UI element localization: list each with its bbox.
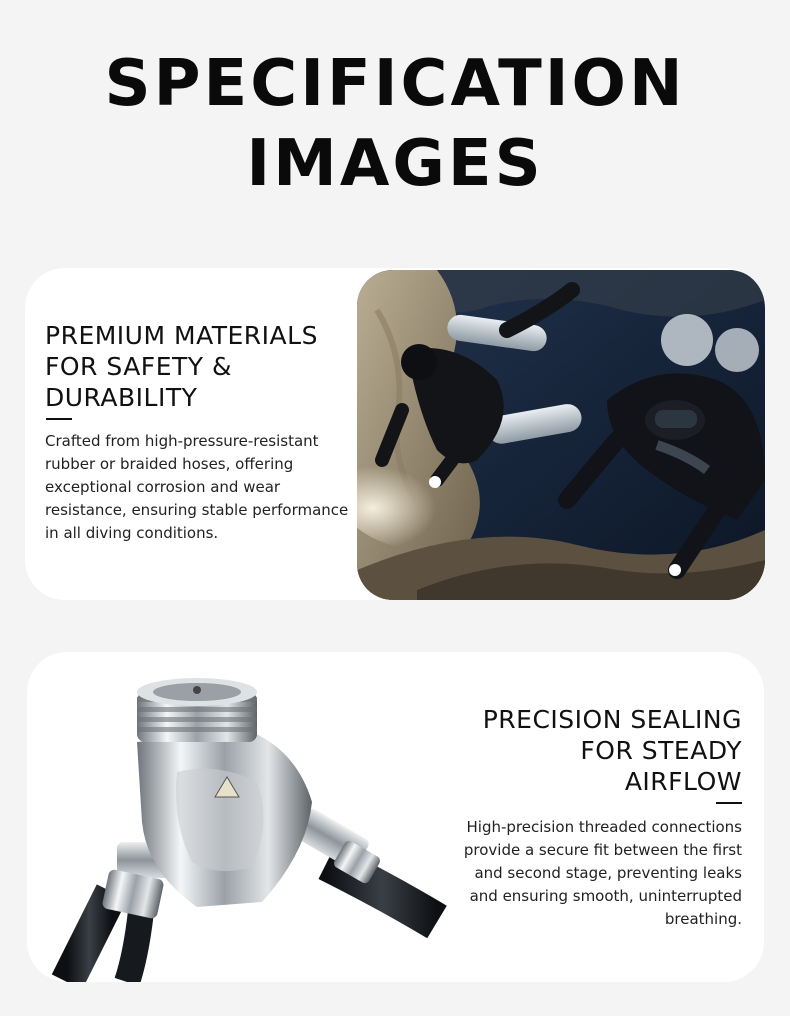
materials-desc-line-3: exceptional corrosion and wear bbox=[45, 478, 281, 496]
sealing-heading-line-2: FOR STEADY bbox=[580, 736, 742, 765]
sealing-desc-line-3: and second stage, preventing leaks bbox=[474, 864, 742, 882]
sealing-description bbox=[464, 816, 742, 931]
title-line-2: IMAGES bbox=[246, 127, 544, 201]
sealing-heading-line-3: AIRFLOW bbox=[624, 767, 742, 796]
materials-heading bbox=[45, 320, 318, 413]
title-line-1: SPECIFICATION bbox=[104, 47, 686, 121]
materials-heading-line-1: PREMIUM MATERIALS bbox=[45, 321, 318, 350]
materials-desc-line-2: rubber or braided hoses, offering bbox=[45, 455, 294, 473]
materials-desc-line-5: in all diving conditions. bbox=[45, 524, 219, 542]
sealing-desc-line-2: provide a secure fit between the first bbox=[463, 841, 742, 859]
materials-heading-line-2: FOR SAFETY & bbox=[45, 352, 232, 381]
sealing-desc-line-1: High-precision threaded connections bbox=[466, 818, 742, 836]
sealing-heading bbox=[483, 704, 742, 797]
materials-divider bbox=[46, 418, 72, 420]
regulator-first-stage-photo bbox=[27, 652, 457, 982]
sealing-divider bbox=[716, 802, 742, 804]
cave-divers-photo bbox=[357, 270, 765, 600]
sealing-heading-line-1: PRECISION SEALING bbox=[482, 705, 742, 734]
materials-desc-line-4: resistance, ensuring stable performance bbox=[45, 501, 349, 519]
page-title bbox=[0, 44, 790, 204]
materials-desc-line-1: Crafted from high-pressure-resistant bbox=[45, 432, 319, 450]
feature-card-sealing bbox=[27, 652, 764, 982]
sealing-desc-line-5: breathing. bbox=[664, 910, 742, 928]
materials-heading-line-3: DURABILITY bbox=[45, 383, 198, 412]
materials-description bbox=[45, 430, 348, 545]
sealing-desc-line-4: and ensuring smooth, uninterrupted bbox=[469, 887, 742, 905]
feature-card-materials bbox=[25, 268, 765, 600]
